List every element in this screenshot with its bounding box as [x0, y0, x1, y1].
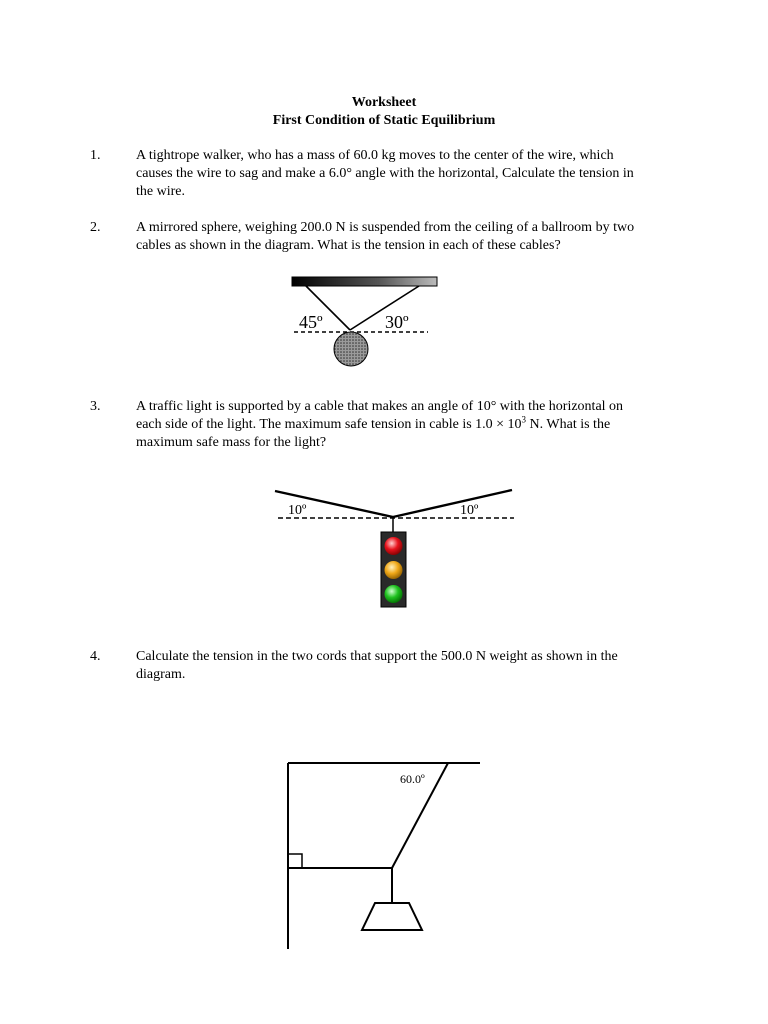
- question-3-line-2-start: each side of the light. The maximum safe tension in cable is 1.0 × 10: [136, 417, 522, 432]
- sphere-left-angle: 45º: [299, 312, 323, 332]
- question-2-line-2: cables as shown in the diagram. What is the tension in each of these cables?: [136, 238, 561, 253]
- right-angle-marker: [288, 854, 302, 868]
- right-cable: [393, 490, 512, 517]
- question-4-line-1: Calculate the tension in the two cords that support the 500.0 N weight as shown in the: [136, 649, 618, 664]
- sphere-diagram: [280, 270, 450, 375]
- question-1-line-3: the wire.: [136, 184, 185, 199]
- question-3-line-2-end: N. What is the: [526, 417, 611, 432]
- traffic-right-angle: 10º: [460, 503, 479, 518]
- question-3-text: [136, 398, 681, 452]
- question-4-line-2: diagram.: [136, 667, 186, 682]
- question-1-line-1: A tightrope walker, who has a mass of 60.0 kg moves to the center of the wire, which: [136, 148, 614, 163]
- worksheet-subtitle: First Condition of Static Equilibrium: [272, 113, 496, 128]
- question-2-line-1: A mirrored sphere, weighing 200.0 N is suspended from the ceiling of a ballroom by two: [136, 220, 635, 235]
- question-3-line-2: [136, 416, 681, 434]
- ceiling-bar: [292, 277, 437, 286]
- question-4-number: 4.: [90, 649, 101, 664]
- question-3-exponent: 3: [521, 414, 527, 425]
- question-3-line-1: A traffic light is supported by a cable that makes an angle of 10° with the horizontal on: [136, 399, 624, 414]
- question-1-line-2: causes the wire to sag and make a 6.0° angle with the horizontal, Calculate the tension in: [136, 166, 634, 181]
- mirrored-sphere: [334, 332, 368, 366]
- question-2-text: [136, 219, 681, 255]
- amber-lamp: [385, 561, 403, 579]
- green-lamp: [385, 585, 403, 603]
- question-2-number: 2.: [90, 220, 101, 235]
- sphere-right-angle: 30º: [385, 312, 409, 332]
- traffic-light-diagram: [270, 484, 520, 614]
- traffic-left-angle: 10º: [288, 503, 307, 518]
- question-3-number: 3.: [90, 399, 101, 414]
- red-lamp: [385, 537, 403, 555]
- worksheet-title: Worksheet: [351, 95, 417, 110]
- question-4-text: [136, 648, 681, 684]
- hanging-weight: [362, 903, 422, 930]
- cords-diagram: [280, 755, 490, 955]
- question-1-number: 1.: [90, 148, 101, 163]
- question-1-text: [136, 147, 681, 201]
- question-3-line-3: maximum safe mass for the light?: [136, 435, 327, 450]
- cord-angle-label: 60.0º: [400, 772, 425, 786]
